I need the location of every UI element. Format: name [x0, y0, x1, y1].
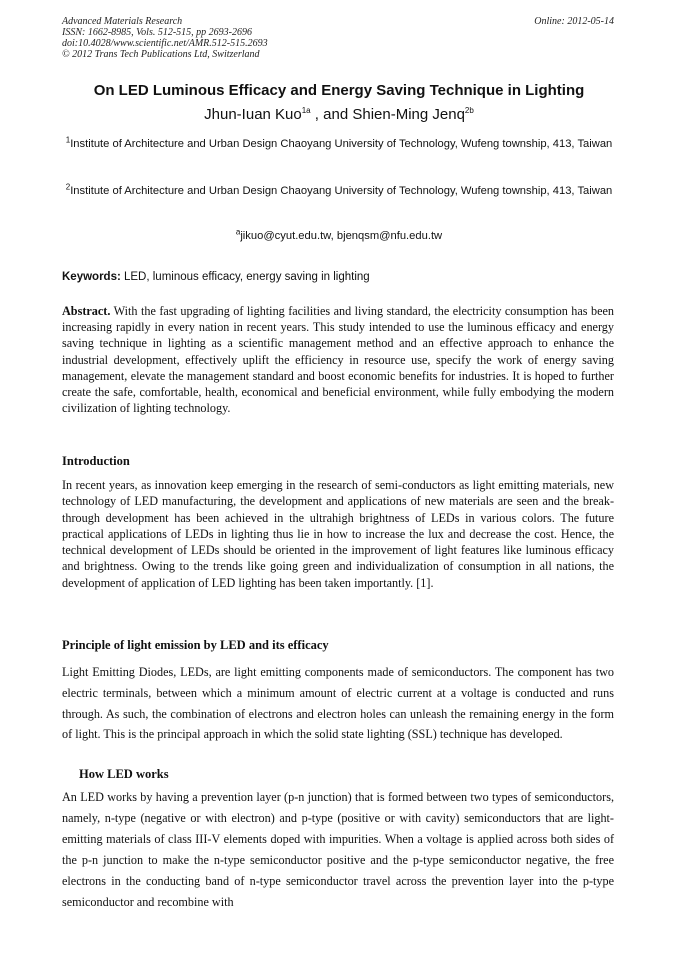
copyright-line: © 2012 Trans Tech Publications Ltd, Switzerland [62, 49, 260, 60]
introduction-heading: Introduction [62, 454, 130, 468]
affiliation-1 [62, 133, 616, 155]
affiliation-2 [62, 180, 616, 202]
journal-name: Advanced Materials Research [62, 16, 183, 27]
author-separator: , and [310, 106, 353, 123]
principle-heading: Principle of light emission by LED and its efficacy [62, 638, 329, 652]
abstract [62, 303, 614, 416]
affiliation-1-number: 1 [65, 135, 71, 145]
email-marker: a [235, 227, 241, 237]
abstract-label: Abstract. [62, 304, 111, 318]
keywords-label: Keywords: [62, 271, 121, 283]
affiliation-2-number: 2 [65, 182, 71, 192]
issn-line: ISSN: 1662-8985, Vols. 512-515, pp 2693-2696 [62, 27, 252, 38]
author-line [0, 106, 678, 123]
keywords [62, 271, 370, 283]
keywords-text: LED, luminous efficacy, energy saving in lighting [120, 271, 370, 283]
email-line [0, 227, 678, 242]
affiliation-1-text: Institute of Architecture and Urban Design Chaoyang University of Technology, Wufeng township, 413, Taiwan [70, 138, 613, 150]
author-2: Shien-Ming Jenq [352, 106, 465, 123]
email-addresses: jikuo@cyut.edu.tw, bjenqsm@nfu.edu.tw [240, 230, 443, 242]
author-1-marker: 1a [301, 106, 311, 115]
doi-line: doi:10.4028/www.scientific.net/AMR.512-515.2693 [62, 38, 268, 49]
principle-body: Light Emitting Diodes, LEDs, are light emitting components made of semiconductors. The component has two electric terminals, between which a minimum amount of electric current at a voltage is conducted and runs through. As such, the combination of electrons and electron holes can unleash the remaining energy in the form of light. This is the principal approach in which the solid state lighting (SSL) technique has developed. [62, 665, 614, 742]
author-1: Jhun-Iuan Kuo [204, 106, 302, 123]
how-led-works-body: An LED works by having a prevention layer (p-n junction) that is formed between two types of semiconductors, namely, n-type (negative or with electron) and p-type (positive or with cavity) semiconductors that are light-emitting materials of class III-V elements doped with impurities. When a voltage is applied across both sides of the p-n junction to make the n-type semiconductor positive and the p-type semiconductor negative, the free electrons in the conducting band of n-type semiconductor travel across the prevention layer into the p-type semiconductor and recombine with [62, 790, 614, 909]
online-date: Online: 2012-05-14 [534, 16, 614, 27]
how-led-works-heading: How LED works [79, 767, 169, 781]
author-2-marker: 2b [464, 106, 474, 115]
abstract-text: With the fast upgrading of lighting facilities and living standard, the electricity consumption has been increasing rapidly in every nation in recent years. This study intended to use the luminous efficacy and energy saving technique in lighting as a scientific management method and an effective approach to enhance the industrial development, effectively uplift the efficiency in resource use, specify the work of energy saving management, elevate the management standard and boost economic benefits for industries. It is hoped to further create the safe, comfortable, health, economical and beneficial environment, while fully embodying the modern civilization of lighting technology. [62, 304, 614, 416]
introduction-body: In recent years, as innovation keep emerging in the research of semi-conductors as light emitting materials, new technology of LED manufacturing, the development and applications of new materials are seen and the break-through development has been achieved in the ultrahigh brightness of LEDs in various colors. The future practical applications of LEDs in lighting thus lie in how to increase the lux and decrease the cost. Hence, the technical development of LEDs should be oriented in the improvement of light features like luminous efficacy and brightness. Owing to the trends like going green and individualization of consumption in all nations, the development of application of LED lighting has been taken importantly. [1]. [62, 478, 614, 590]
affiliation-2-text: Institute of Architecture and Urban Design Chaoyang University of Technology, Wufeng township, 413, Taiwan [70, 185, 613, 197]
paper-title: On LED Luminous Efficacy and Energy Saving Technique in Lighting [93, 82, 585, 99]
